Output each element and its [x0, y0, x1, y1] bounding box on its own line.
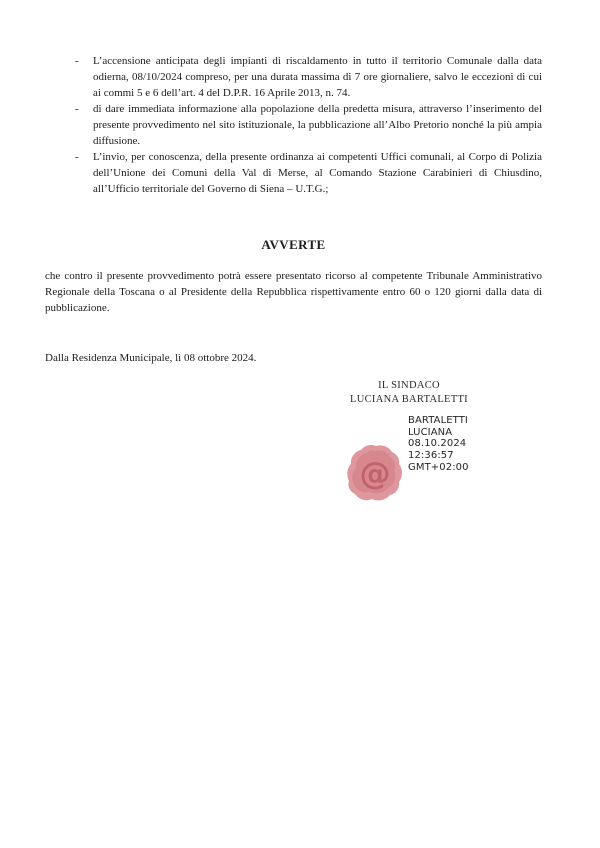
- document-body: [45, 53, 542, 366]
- digital-signature-line: LUCIANA: [408, 426, 453, 438]
- bullet-text: di dare immediata informazione alla popolazione della predetta misura, attraverso l’inserimento del presente provvedimento nel sito istituzionale, la pubblicazione all’Albo Pretorio nonché la più ampia diffusione.: [93, 103, 542, 147]
- bullet-marker: -: [75, 55, 79, 67]
- bullet-marker: -: [75, 103, 79, 115]
- appeal-notice-paragraph: che contro il presente provvedimento potrà essere presentato ricorso al competente Tribunale Amministrativo Regionale della Toscana o al Presidente della Repubblica rispettivamente entro 60 o 120 giorni dalla data di pubblicazione.: [45, 270, 542, 314]
- bullet-marker: -: [75, 151, 79, 163]
- avverte-heading: AVVERTE: [261, 237, 326, 252]
- list-item: [45, 101, 542, 149]
- digital-signature-line: BARTALETTI: [408, 415, 468, 426]
- signature-name: LUCIANA BARTALETTI: [350, 394, 468, 405]
- at-symbol-glyph: @: [359, 456, 391, 492]
- list-item: [45, 149, 542, 197]
- wax-seal-stamp: [347, 443, 404, 502]
- digital-signature-line: 12:36:57: [408, 450, 454, 462]
- digital-signature-line: GMT+02:00: [408, 461, 469, 473]
- signature-role: IL SINDACO: [378, 380, 440, 391]
- bullet-text: L’accensione anticipata degli impianti di riscaldamento in tutto il territorio Comunale dalla data odierna, 08/10/2024 compreso, per una durata massima di 7 ore giornaliere, salvo le eccezioni di cui ai commi 5 e 6 dell’art. 4 del D.P.R. 16 Aprile 2013, n. 74.: [93, 55, 542, 99]
- digital-signature-line: 08.10.2024: [408, 438, 467, 450]
- dateline: Dalla Residenza Municipale, lì 08 ottobre 2024.: [45, 352, 257, 364]
- list-item: [45, 53, 542, 101]
- signature-block: [309, 379, 509, 407]
- digital-signature-block: [408, 415, 469, 474]
- bullet-text: L’invio, per conoscenza, della presente ordinanza ai competenti Uffici comunali, al Corpo di Polizia dell’Unione dei Comuni della Val di Merse, al Comando Stazione Carabinieri di Chiusdino, all’Ufficio territoriale del Governo di Siena – U.T.G.;: [93, 151, 542, 195]
- bullet-list: [45, 53, 542, 197]
